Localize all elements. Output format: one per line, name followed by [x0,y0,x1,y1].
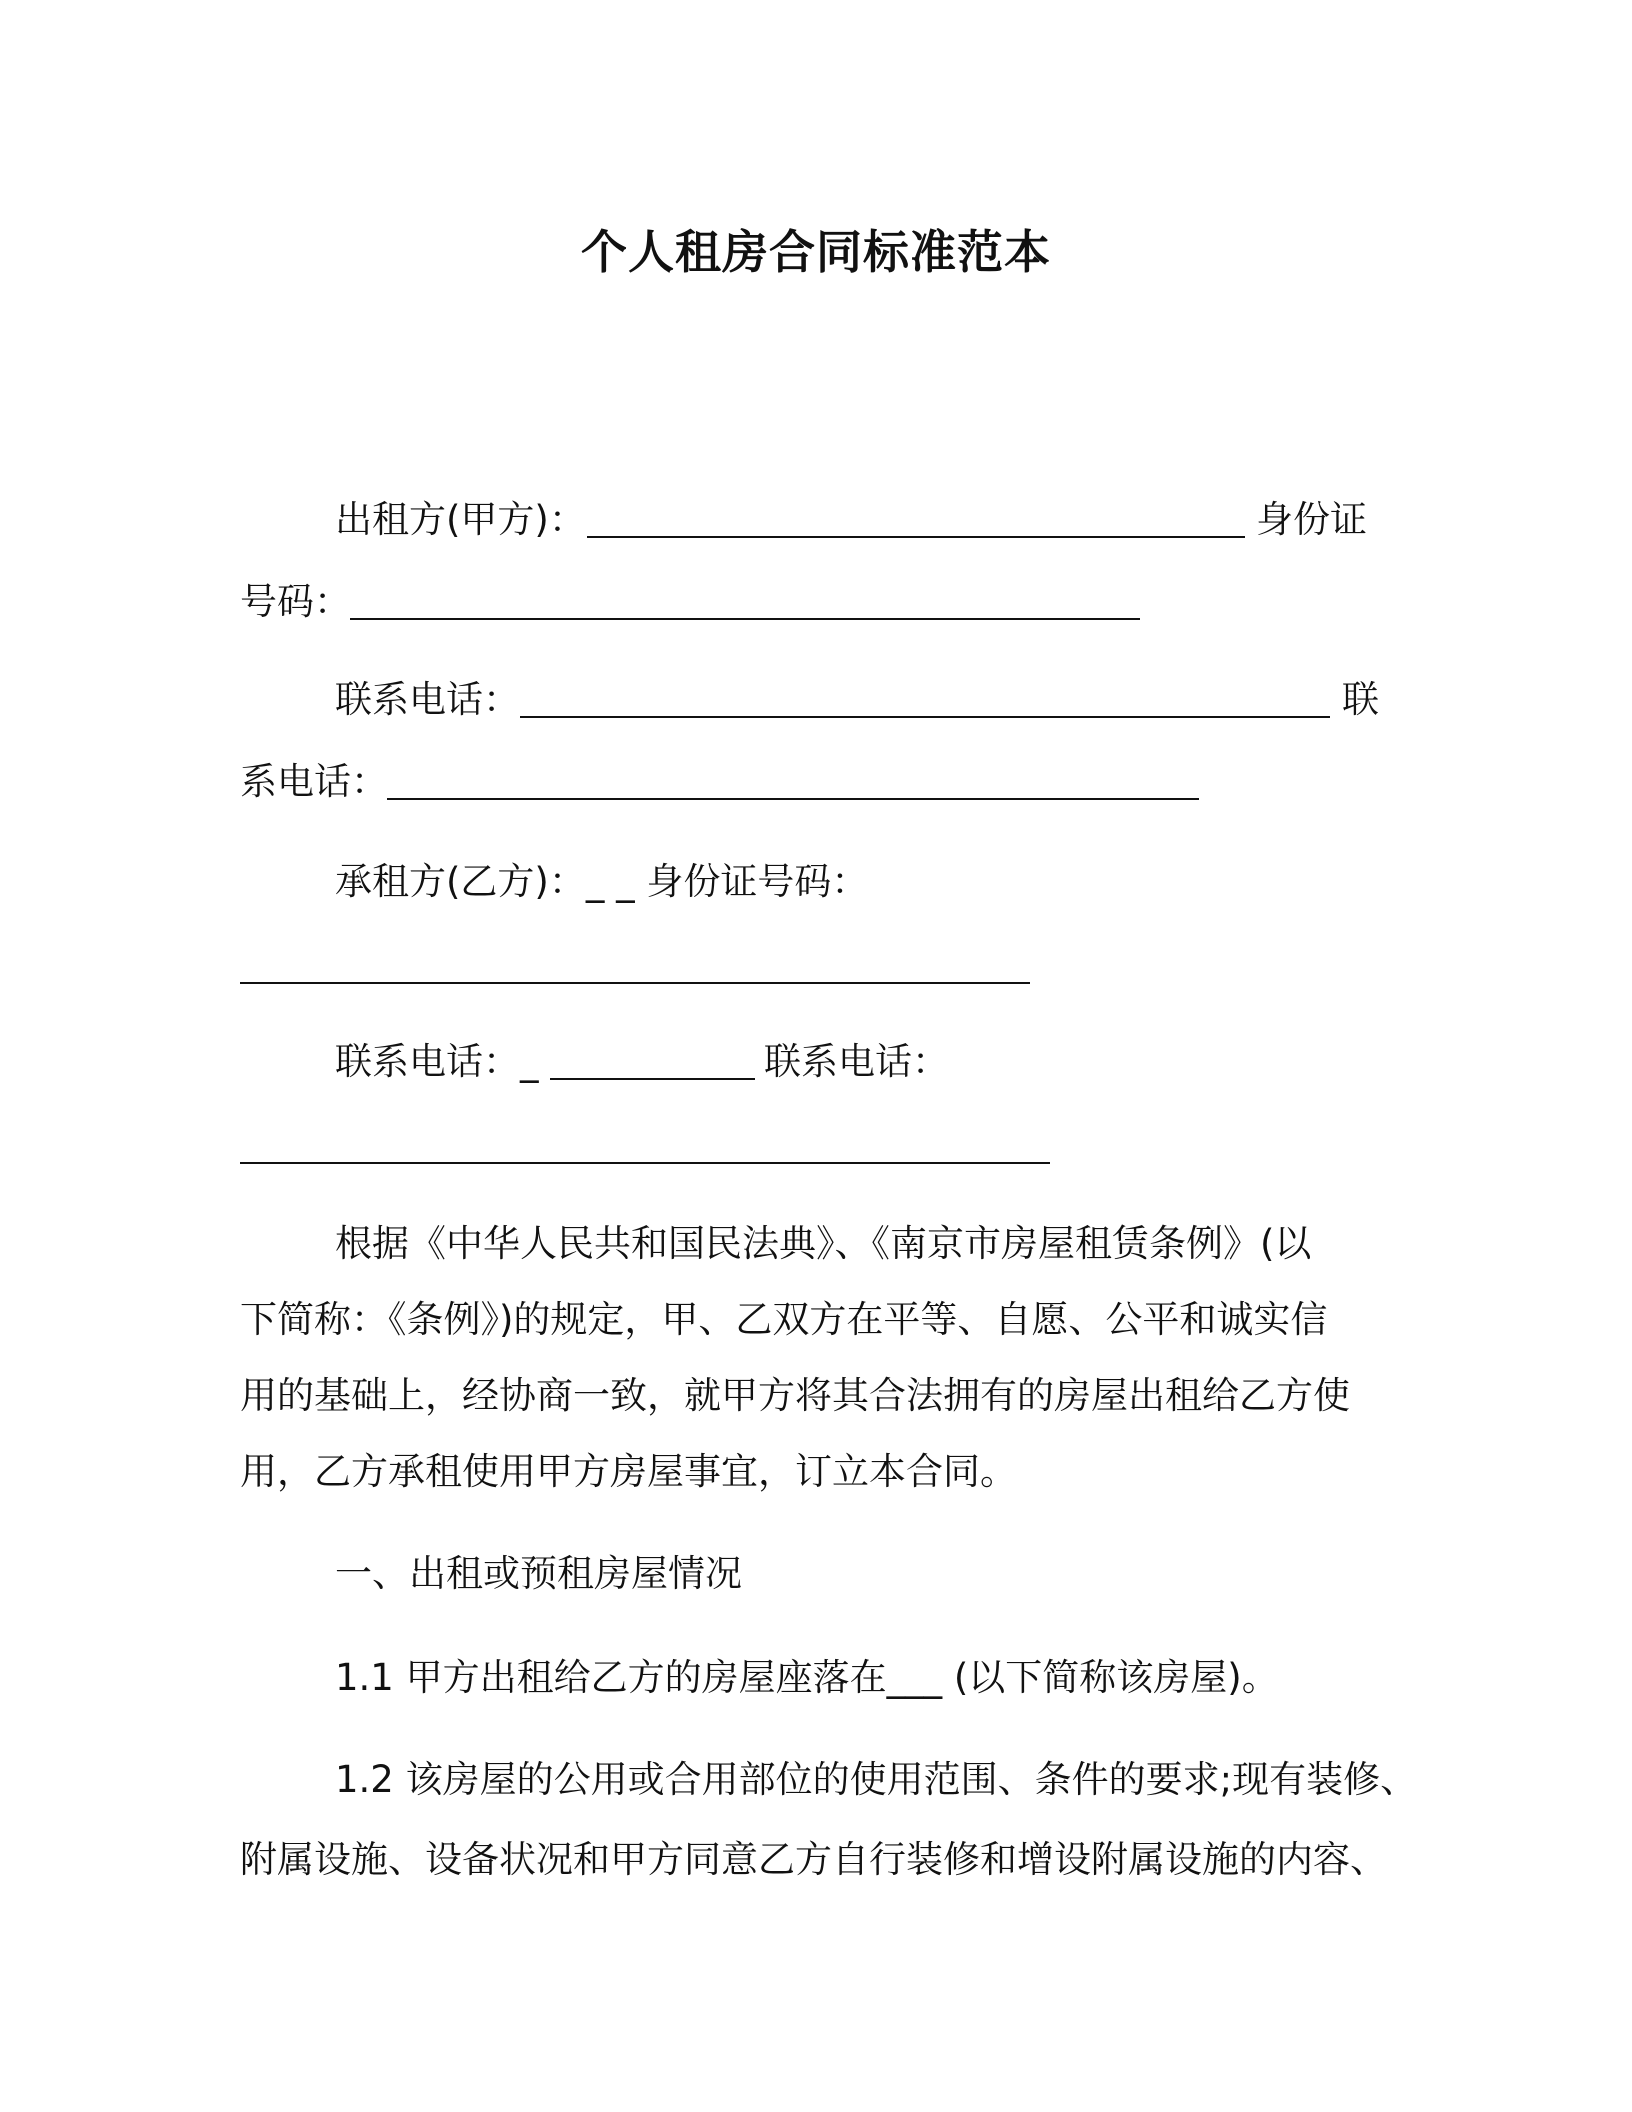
lessor-phone-blank [520,716,1330,718]
clause-1-2-line-1: 1.2 该房屋的公用或合用部位的使用范围、条件的要求;现有装修、 [335,1758,1418,1801]
lessee-id-blank [240,982,1030,984]
lessor-label: 出租方(甲方)： [335,498,586,541]
section-1-heading: 一、出租或预租房屋情况 [335,1552,742,1595]
document-title: 个人租房合同标准范本 [581,225,1051,279]
preamble-line-2: 下简称：《条例》)的规定，甲、乙双方在平等、自愿、公平和诚实信 [240,1298,1328,1341]
clause-1-2-line-2: 附属设施、设备状况和甲方同意乙方自行装修和增设附属设施的内容、 [240,1838,1387,1881]
lessee-label: 承租方(乙方)：_ _ 身份证号码： [335,860,869,903]
preamble-line-1: 根据《中华人民共和国民法典》、《南京市房屋租赁条例》(以 [335,1222,1312,1265]
lessor-name-blank [587,536,1245,538]
lessor-id-label-end: 号码： [240,580,351,623]
lessee-phone2-label: 联系电话： [764,1040,949,1083]
lessee-phone-label: 联系电话：_ [335,1040,539,1083]
lessor-id-blank [350,618,1140,620]
preamble-line-4: 用，乙方承租使用甲方房屋事宜，订立本合同。 [240,1450,1017,1493]
lessor-id-label-start: 身份证 [1256,498,1367,541]
clause-1-1: 1.1 甲方出租给乙方的房屋座落在___ (以下简称该房屋)。 [335,1656,1279,1699]
lessee-phone2-blank [240,1162,1050,1164]
lessor-phone2-blank [387,798,1199,800]
lessor-phone2-label-start: 联 [1342,678,1379,721]
lessor-phone2-label-end: 系电话： [240,760,388,803]
lessor-phone-label: 联系电话： [335,678,520,721]
preamble-line-3: 用的基础上，经协商一致，就甲方将其合法拥有的房屋出租给乙方使 [240,1374,1350,1417]
lessee-phone-blank [550,1078,755,1080]
